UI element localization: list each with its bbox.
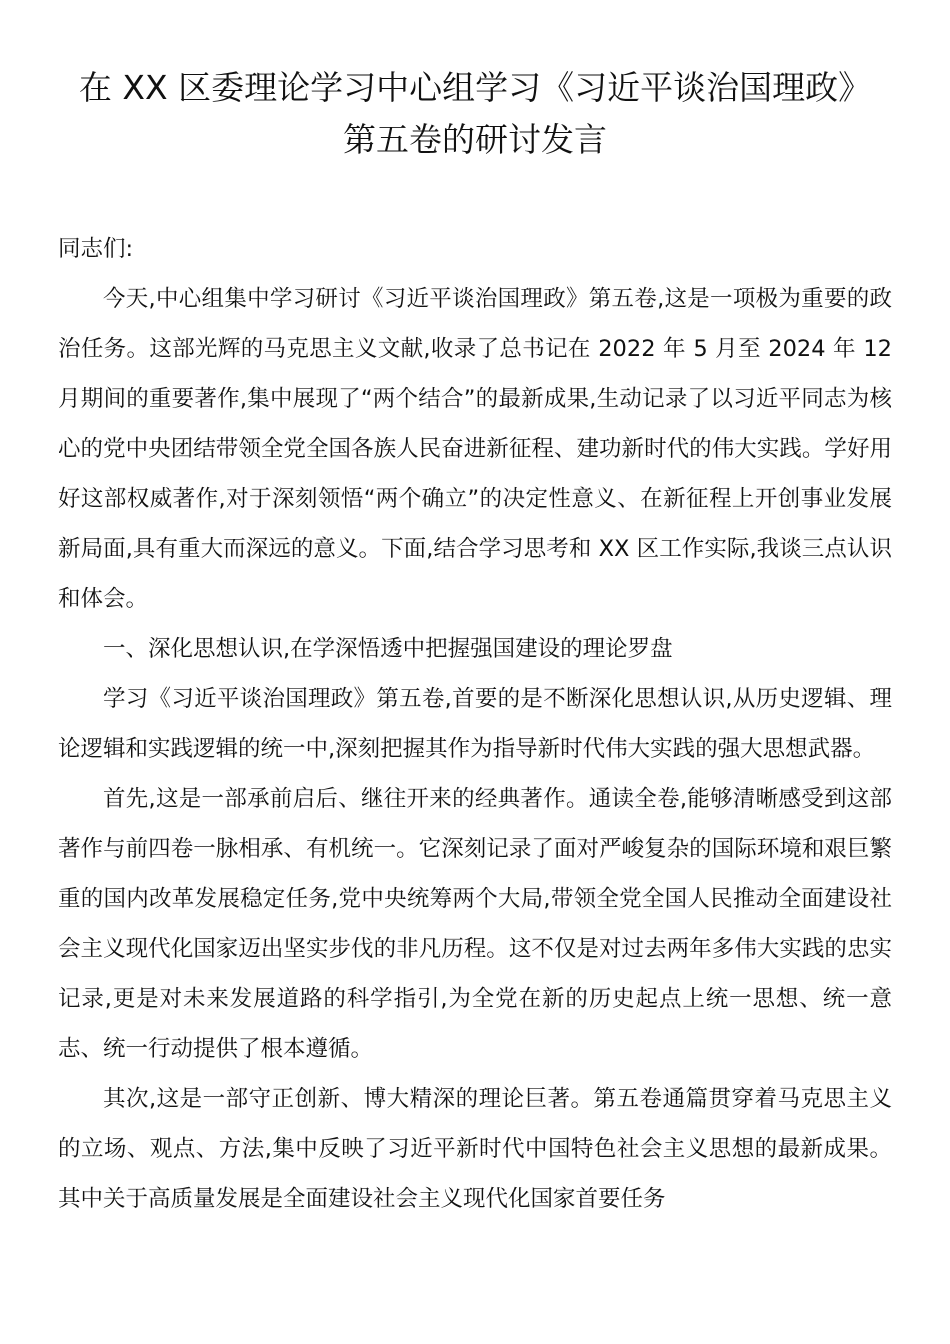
document-title — [58, 62, 892, 166]
section-heading-1: 一、深化思想认识,在学深悟透中把握强国建设的理论罗盘 — [103, 636, 673, 662]
title-line-1: 在 XX 区委理论学习中心组学习《习近平谈治国理政》 — [78, 68, 872, 107]
paragraph-second-point: 其次,这是一部守正创新、博大精深的理论巨著。第五卷通篇贯穿着马克思主义的立场、观点、方法,集中反映了习近平新时代中国特色社会主义思想的最新成果。其中关于高质量发展是全面建设社会主义现代化国家首要任务 — [58, 1086, 892, 1212]
salutation: 同志们: — [58, 236, 134, 262]
title-line-2: 第五卷的研讨发言 — [343, 120, 607, 159]
document-body — [58, 224, 892, 1224]
paragraph-intro: 今天,中心组集中学习研讨《习近平谈治国理政》第五卷,这是一项极为重要的政治任务。这部光辉的马克思主义文献,收录了总书记在 2022 年 5 月至 2024 年 12 月期间的重要著作,集中展现了“两个结合”的最新成果,生动记录了以习近平同志为核心的党中央团结带领全党全国各族人民奋进新征程、建功新时代的伟大实践。学好用好这部权威著作,对于深刻领悟“两个确立”的决定性意义、在新征程上开创事业发展新局面,具有重大而深远的意义。下面,结合学习思考和 XX 区工作实际,我谈三点认识和体会。 — [58, 286, 892, 612]
paragraph-first-point: 首先,这是一部承前启后、继往开来的经典著作。通读全卷,能够清晰感受到这部著作与前四卷一脉相承、有机统一。它深刻记录了面对严峻复杂的国际环境和艰巨繁重的国内改革发展稳定任务,党中央统筹两个大局,带领全党全国人民推动全面建设社会主义现代化国家迈出坚实步伐的非凡历程。这不仅是对过去两年多伟大实践的忠实记录,更是对未来发展道路的科学指引,为全党在新的历史起点上统一思想、统一意志、统一行动提供了根本遵循。 — [58, 786, 892, 1062]
paragraph-section1-lead: 学习《习近平谈治国理政》第五卷,首要的是不断深化思想认识,从历史逻辑、理论逻辑和实践逻辑的统一中,深刻把握其作为指导新时代伟大实践的强大思想武器。 — [58, 686, 892, 762]
